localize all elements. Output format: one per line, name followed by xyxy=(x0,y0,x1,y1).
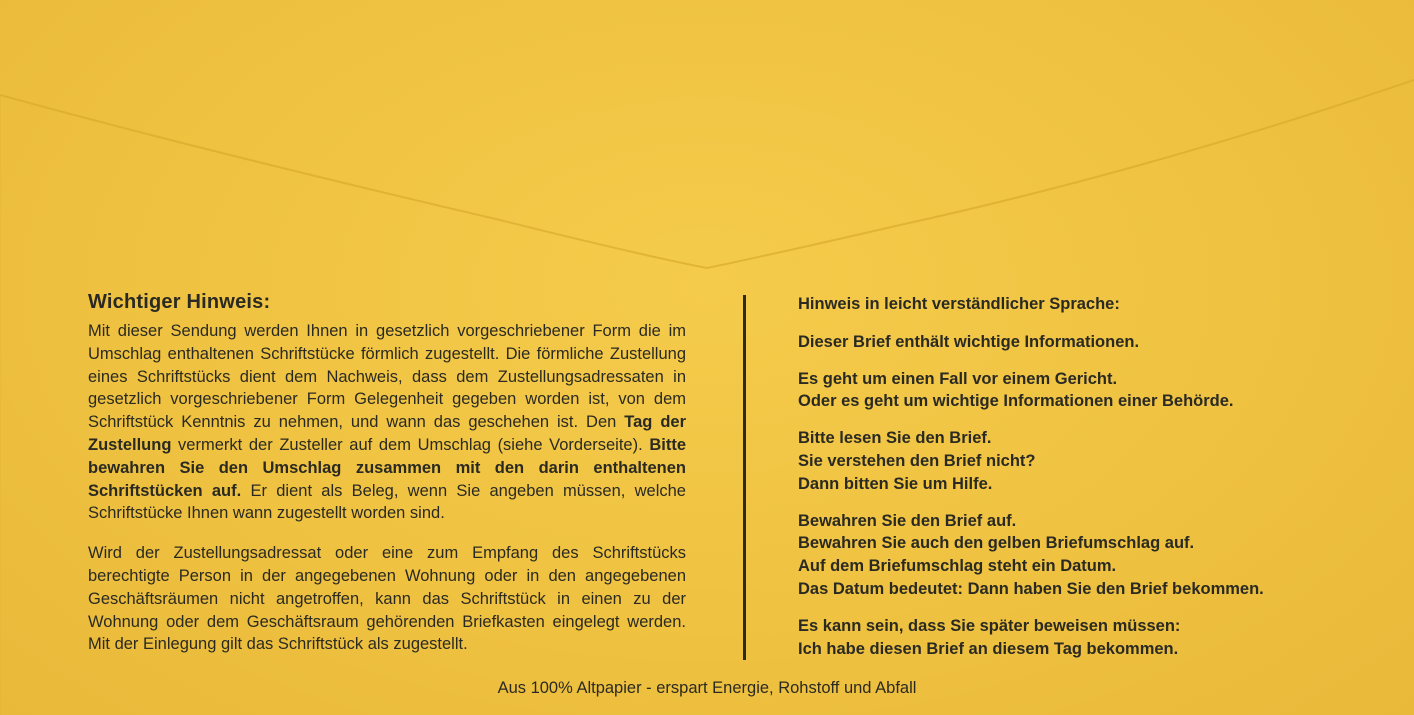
plain-language-block xyxy=(798,615,1358,661)
plain-language-line: Oder es geht um wichtige Informationen einer Behörde. xyxy=(798,392,1234,411)
plain-language-line: Bitte lesen Sie den Brief. xyxy=(798,429,992,448)
plain-language-line: Dann bitten Sie um Hilfe. xyxy=(798,474,993,493)
plain-language-line: Es geht um einen Fall vor einem Gericht. xyxy=(798,369,1118,388)
plain-language-line: Bewahren Sie den Brief auf. xyxy=(798,511,1017,530)
plain-language-line: Es kann sein, dass Sie später beweisen müssen: xyxy=(798,616,1181,635)
plain-language-block xyxy=(798,510,1358,601)
body-text: vermerkt der Zusteller auf dem Umschlag (siehe Vorderseite). xyxy=(171,435,650,454)
plain-language-line: Sie verstehen den Brief nicht? xyxy=(798,451,1036,470)
plain-language-line: Bewahren Sie auch den gelben Briefumschlag auf. xyxy=(798,534,1195,553)
plain-language-block xyxy=(798,427,1358,495)
emphasis-text: Bitte bewahren Sie den Umschlag zusammen mit den darin enthaltenen Schriftstücken auf. xyxy=(88,435,686,500)
body-text: Er dient als Beleg, wenn Sie angeben müssen, welche Schriftstücke Ihnen wann zugestellt worden sind. xyxy=(88,481,686,523)
plain-language-line: Das Datum bedeutet: Dann haben Sie den Brief bekommen. xyxy=(798,579,1264,598)
plain-language-block xyxy=(798,368,1358,414)
plain-language-block xyxy=(798,331,1358,354)
legal-notice-title: Wichtiger Hinweis: xyxy=(88,291,271,313)
legal-notice-paragraph-1 xyxy=(88,320,686,525)
plain-language-title: Hinweis in leicht verständlicher Sprache: xyxy=(798,295,1120,313)
plain-language-notice xyxy=(798,293,1358,674)
plain-language-line: Auf dem Briefumschlag steht ein Datum. xyxy=(798,557,1117,576)
emphasis-text: Tag der Zustellung xyxy=(88,413,686,454)
recycled-paper-note: Aus 100% Altpapier - erspart Energie, Rohstoff und Abfall xyxy=(497,679,917,697)
plain-language-line: Dieser Brief enthält wichtige Informationen. xyxy=(798,332,1140,351)
plain-language-line: Ich habe diesen Brief an diesem Tag bekommen. xyxy=(798,639,1179,658)
legal-notice xyxy=(88,291,686,656)
body-text: Mit dieser Sendung werden Ihnen in gesetzlich vorgeschriebener Form die im Umschlag enthaltenen Schriftstücke förmlich zugestellt. Die förmliche Zustellung eines Schriftstücks dient dem Nachweis, dass dem Zustellungsadressaten in gesetzlich vorgeschriebener Form Gelegenheit gegeben worden ist, von dem Schriftstück Kenntnis zu nehmen, und wann das geschehen ist. Den xyxy=(88,322,686,432)
column-divider xyxy=(743,295,746,660)
legal-notice-paragraph-2: Wird der Zustellungsadressat oder eine zum Empfang des Schriftstücks berechtigte Person in der angegebenen Wohnung oder in den angegebenen Geschäftsräumen nicht angetroffen, kann das Schriftstück in einen zu der Wohnung oder dem Geschäftsraum gehörenden Briefkasten eingelegt werden. Mit der Einlegung gilt das Schriftstück als zugestellt. xyxy=(88,544,686,654)
